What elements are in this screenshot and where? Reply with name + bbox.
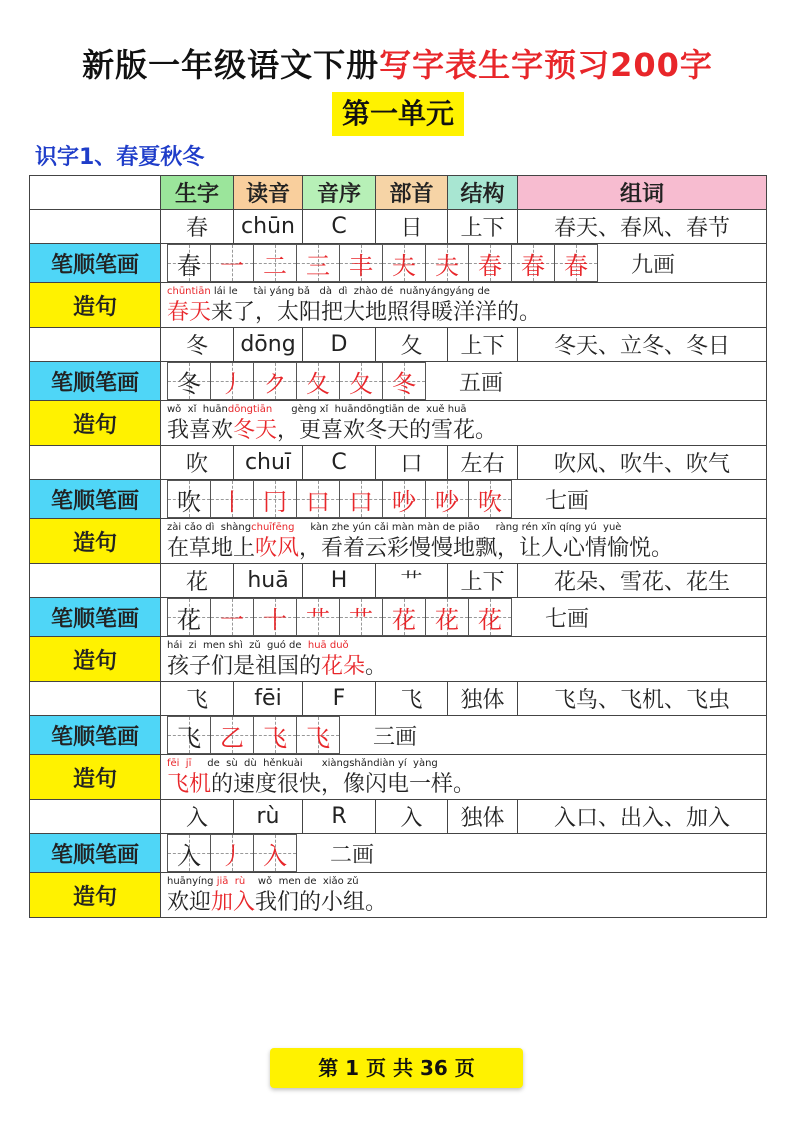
zuci-cell: 花朵、雪花、花生 (518, 564, 767, 598)
stroke-boxes (161, 716, 766, 754)
sentence-label: 造句 (30, 401, 161, 446)
stroke-glyph: 夫 (392, 251, 416, 280)
stroke-glyph: 春 (177, 251, 201, 280)
stroke-glyph: 春 (564, 251, 588, 280)
stroke-box (253, 834, 297, 872)
stroke-box (296, 244, 340, 282)
stroke-order-row (30, 362, 767, 401)
char-cell: 飞 (161, 682, 234, 716)
sentence-row (30, 519, 767, 564)
stroke-count: 二画 (330, 842, 375, 868)
char-info-row (30, 564, 767, 598)
sentence-cell (161, 401, 767, 446)
stroke-box (425, 598, 469, 636)
char-info-row (30, 800, 767, 834)
stroke-order-row (30, 244, 767, 283)
stroke-glyph: 丰 (349, 251, 373, 280)
jiegou-cell: 独体 (448, 682, 518, 716)
stroke-count: 五画 (459, 370, 504, 396)
sentence-label: 造句 (30, 873, 161, 918)
char-cell: 吹 (161, 446, 234, 480)
stroke-glyph: 十 (263, 605, 287, 634)
char-info-row (30, 328, 767, 362)
zuci-cell: 入口、出入、加入 (518, 800, 767, 834)
stroke-glyph: 夫 (435, 251, 459, 280)
char-info-row (30, 210, 767, 244)
stroke-order-cell (161, 716, 767, 755)
sentence-text (167, 299, 766, 327)
stroke-box (339, 244, 383, 282)
stroke-order-cell (161, 362, 767, 401)
yinxu-cell: F (303, 682, 376, 716)
stroke-box (382, 480, 426, 518)
sentence-pinyin (167, 757, 766, 771)
stroke-glyph: 夂 (306, 369, 330, 398)
stroke-order-cell (161, 244, 767, 283)
pinyin-segment: chuīfēng (251, 522, 295, 533)
char-info-row (30, 446, 767, 480)
sentence-row (30, 755, 767, 800)
bushou-cell: 日 (376, 210, 448, 244)
stroke-box (167, 716, 211, 754)
stroke-box (468, 244, 512, 282)
character-table (29, 175, 767, 918)
title-highlight: 写字表生字预习200字 (379, 46, 713, 84)
sentence-segment: 我们的小组。 (255, 890, 388, 915)
sentence-wrap (161, 755, 766, 799)
sentence-segment: 加入 (211, 890, 256, 915)
bushou-cell: 入 (376, 800, 448, 834)
stroke-glyph: 丿 (220, 841, 244, 870)
stroke-glyph: 花 (435, 605, 459, 634)
sentence-row (30, 401, 767, 446)
sentence-segment: 欢迎 (167, 890, 212, 915)
info-blank (30, 682, 161, 716)
sentence-pinyin (167, 875, 766, 889)
char-cell: 入 (161, 800, 234, 834)
sentence-segment: 在草地上 (167, 536, 256, 561)
pinyin-segment: wǒ men de xiǎo zǔ (245, 876, 359, 887)
sentence-row (30, 283, 767, 328)
stroke-glyph: 口 (349, 487, 373, 516)
stroke-glyph: 入 (263, 841, 287, 870)
stroke-box (554, 244, 598, 282)
stroke-boxes (161, 244, 766, 282)
stroke-box (382, 362, 426, 400)
header-jiegou: 结构 (448, 176, 518, 210)
jiegou-cell: 上下 (448, 210, 518, 244)
stroke-glyph: 艹 (349, 605, 373, 634)
header-row (30, 176, 767, 210)
stroke-boxes (161, 598, 766, 636)
stroke-glyph: 口 (306, 487, 330, 516)
stroke-glyph: 二 (263, 251, 287, 280)
stroke-count: 七画 (545, 606, 590, 632)
stroke-box (253, 598, 297, 636)
sentence-label: 造句 (30, 755, 161, 800)
stroke-order-label: 笔顺笔画 (30, 716, 161, 755)
sentence-cell (161, 519, 767, 564)
stroke-box (210, 834, 254, 872)
stroke-boxes (161, 834, 766, 872)
header-yinxu: 音序 (303, 176, 376, 210)
stroke-glyph: 三 (306, 251, 330, 280)
zuci-cell: 春天、春风、春节 (518, 210, 767, 244)
yinxu-cell: R (303, 800, 376, 834)
stroke-box (167, 480, 211, 518)
stroke-glyph: 飞 (177, 723, 201, 752)
stroke-box (167, 598, 211, 636)
pinyin-segment: huā duǒ (307, 640, 349, 651)
sentence-text (167, 889, 766, 917)
stroke-glyph: ク (263, 369, 287, 398)
pinyin-segment: hái zi men shì zǔ guó de (167, 640, 308, 651)
header-bushou: 部首 (376, 176, 448, 210)
bushou-cell: 口 (376, 446, 448, 480)
stroke-glyph: 吵 (392, 487, 416, 516)
pinyin-segment: lái le tài yáng bǎ dà dì zhào dé nuǎnyángyáng de (210, 286, 490, 297)
pinyin-cell: huā (234, 564, 303, 598)
pinyin-segment: gèng xǐ huāndōngtiān de xuě huā (272, 404, 467, 415)
pinyin-cell: chūn (234, 210, 303, 244)
stroke-glyph: 一 (220, 605, 244, 634)
stroke-box (210, 716, 254, 754)
stroke-box (339, 480, 383, 518)
info-blank (30, 800, 161, 834)
stroke-glyph: 飞 (263, 723, 287, 752)
sentence-label: 造句 (30, 283, 161, 328)
sentence-segment: ，更喜欢冬天的雪花。 (277, 418, 498, 443)
yinxu-cell: C (303, 210, 376, 244)
stroke-box (296, 598, 340, 636)
pinyin-segment: jiā rù (216, 876, 246, 887)
bushou-cell: 艹 (376, 564, 448, 598)
stroke-box (253, 716, 297, 754)
info-blank (30, 210, 161, 244)
sentence-segment: ，看着云彩慢慢地飘，让人心情愉悦。 (299, 536, 674, 561)
stroke-order-row (30, 834, 767, 873)
zuci-cell: 吹风、吹牛、吹气 (518, 446, 767, 480)
sentence-segment: 孩子们是祖国的 (167, 654, 322, 679)
sentence-cell (161, 873, 767, 918)
char-cell: 冬 (161, 328, 234, 362)
stroke-box (167, 834, 211, 872)
pinyin-segment: fēi jī (167, 758, 192, 769)
stroke-glyph: 夂 (349, 369, 373, 398)
lesson-heading: 识字1、春夏秋冬 (35, 145, 205, 170)
stroke-order-label: 笔顺笔画 (30, 834, 161, 873)
stroke-order-cell (161, 598, 767, 637)
stroke-glyph: 春 (478, 251, 502, 280)
jiegou-cell: 独体 (448, 800, 518, 834)
stroke-glyph: 冬 (177, 369, 201, 398)
stroke-box (210, 480, 254, 518)
yinxu-cell: D (303, 328, 376, 362)
stroke-order-label: 笔顺笔画 (30, 244, 161, 283)
sentence-wrap (161, 401, 766, 445)
pinyin-cell: chuī (234, 446, 303, 480)
pinyin-segment: wǒ xǐ huān (167, 404, 228, 415)
stroke-box (210, 244, 254, 282)
header-shengzi: 生字 (161, 176, 234, 210)
stroke-order-cell (161, 480, 767, 519)
sentence-pinyin (167, 403, 766, 417)
pinyin-segment: chūntiān (167, 286, 211, 297)
stroke-glyph: 吹 (177, 487, 201, 516)
title-main: 新版一年级语文下册 (82, 46, 380, 84)
pinyin-segment: zài cǎo dì shàng (167, 522, 252, 533)
sentence-pinyin (167, 521, 766, 535)
sentence-segment: 春天 (167, 300, 212, 325)
stroke-box (167, 362, 211, 400)
sentence-segment: 我喜欢 (167, 418, 234, 443)
pinyin-segment: dōngtiān (227, 404, 273, 415)
stroke-order-row (30, 480, 767, 519)
zuci-cell: 冬天、立冬、冬日 (518, 328, 767, 362)
stroke-glyph: 入 (177, 841, 201, 870)
stroke-box (382, 244, 426, 282)
sentence-segment: 。 (365, 654, 388, 679)
char-info-row (30, 682, 767, 716)
stroke-box (296, 716, 340, 754)
stroke-glyph: 花 (177, 605, 201, 634)
sentence-row (30, 637, 767, 682)
sentence-pinyin (167, 639, 766, 653)
sentence-wrap (161, 519, 766, 563)
sentence-wrap (161, 283, 766, 327)
sentence-cell (161, 637, 767, 682)
stroke-glyph: 花 (392, 605, 416, 634)
sentence-wrap (161, 873, 766, 917)
char-cell: 春 (161, 210, 234, 244)
page-footer: 第 1 页 共 36 页 (270, 1048, 523, 1088)
stroke-order-row (30, 598, 767, 637)
jiegou-cell: 上下 (448, 564, 518, 598)
stroke-box (468, 598, 512, 636)
sentence-wrap (161, 637, 766, 681)
info-blank (30, 328, 161, 362)
stroke-boxes (161, 362, 766, 400)
sentence-row (30, 873, 767, 918)
sentence-text (167, 653, 766, 681)
stroke-box (339, 598, 383, 636)
bushou-cell: 夂 (376, 328, 448, 362)
stroke-box (167, 244, 211, 282)
stroke-count: 七画 (545, 488, 590, 514)
zuci-cell: 飞鸟、飞机、飞虫 (518, 682, 767, 716)
stroke-glyph: 乙 (220, 723, 244, 752)
stroke-glyph: 吹 (478, 487, 502, 516)
page-title (0, 40, 795, 86)
stroke-box (425, 480, 469, 518)
sentence-text (167, 535, 766, 563)
sentence-pinyin (167, 285, 766, 299)
stroke-order-row (30, 716, 767, 755)
stroke-box (253, 480, 297, 518)
char-cell: 花 (161, 564, 234, 598)
jiegou-cell: 左右 (448, 446, 518, 480)
header-blank (30, 176, 161, 210)
bushou-cell: 飞 (376, 682, 448, 716)
stroke-glyph: 花 (478, 605, 502, 634)
info-blank (30, 446, 161, 480)
sentence-label: 造句 (30, 637, 161, 682)
sentence-segment: 飞机 (167, 772, 212, 797)
stroke-glyph: 吵 (435, 487, 459, 516)
stroke-box (382, 598, 426, 636)
pinyin-cell: rù (234, 800, 303, 834)
sentence-cell (161, 755, 767, 800)
stroke-order-label: 笔顺笔画 (30, 598, 161, 637)
stroke-box (511, 244, 555, 282)
pinyin-cell: fēi (234, 682, 303, 716)
stroke-order-cell (161, 834, 767, 873)
sentence-text (167, 417, 766, 445)
pinyin-segment: huānyíng (167, 876, 217, 887)
stroke-glyph: 冂 (263, 487, 287, 516)
sentence-label: 造句 (30, 519, 161, 564)
jiegou-cell: 上下 (448, 328, 518, 362)
stroke-box (253, 362, 297, 400)
sentence-segment: 吹风 (255, 536, 300, 561)
stroke-box (296, 480, 340, 518)
stroke-glyph: 艹 (306, 605, 330, 634)
stroke-box (339, 362, 383, 400)
stroke-box (210, 362, 254, 400)
stroke-box (253, 244, 297, 282)
pinyin-segment: kàn zhe yún cǎi màn màn de piāo ràng rén xīn qíng yú yuè (294, 522, 622, 533)
stroke-glyph: 冬 (392, 369, 416, 398)
sentence-text (167, 771, 766, 799)
stroke-count: 三画 (373, 724, 418, 750)
info-blank (30, 564, 161, 598)
stroke-order-label: 笔顺笔画 (30, 480, 161, 519)
stroke-boxes (161, 480, 766, 518)
header-zuci: 组词 (518, 176, 767, 210)
stroke-glyph: 一 (220, 251, 244, 280)
pinyin-cell: dōng (234, 328, 303, 362)
yinxu-cell: C (303, 446, 376, 480)
stroke-box (210, 598, 254, 636)
sentence-segment: 冬天 (233, 418, 278, 443)
stroke-glyph: 春 (521, 251, 545, 280)
stroke-count: 九画 (631, 252, 676, 278)
stroke-box (425, 244, 469, 282)
stroke-glyph: 丿 (220, 369, 244, 398)
pinyin-segment: de sù dù hěnkuài xiàngshǎndiàn yí yàng (191, 758, 438, 769)
stroke-box (296, 362, 340, 400)
sentence-segment: 花朵 (321, 654, 366, 679)
stroke-order-label: 笔顺笔画 (30, 362, 161, 401)
stroke-glyph: 丨 (220, 487, 244, 516)
sentence-segment: 来了，太阳把大地照得暖洋洋的。 (211, 300, 542, 325)
sentence-cell (161, 283, 767, 328)
header-duyin: 读音 (234, 176, 303, 210)
stroke-glyph: 飞 (306, 723, 330, 752)
yinxu-cell: H (303, 564, 376, 598)
unit-banner: 第一单元 (332, 92, 464, 136)
stroke-box (468, 480, 512, 518)
sentence-segment: 的速度很快，像闪电一样。 (211, 772, 476, 797)
